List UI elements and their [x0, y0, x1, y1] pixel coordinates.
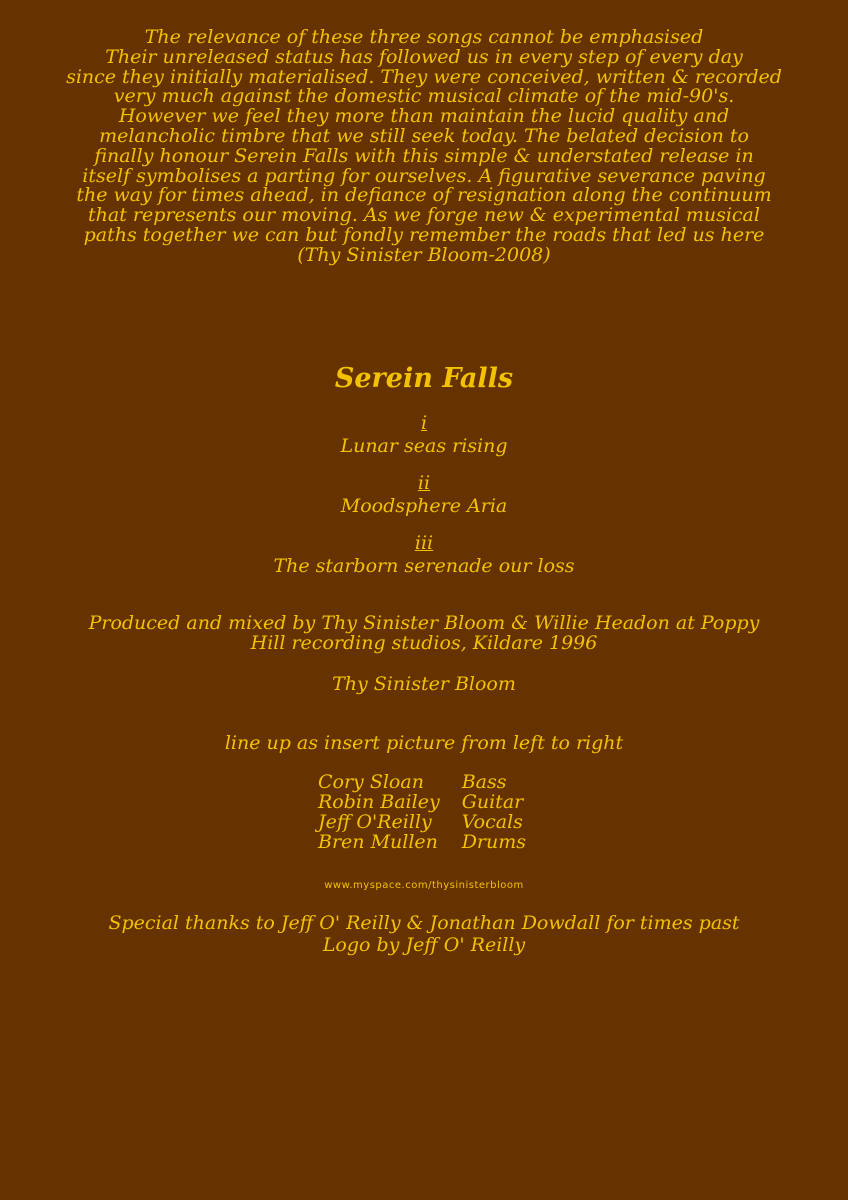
track-number: ii — [417, 472, 431, 494]
intro-line: since they initially materialised. They were conceived, written & recorded — [66, 65, 782, 88]
member-row — [318, 812, 526, 832]
member-name: Cory Sloan — [318, 771, 424, 793]
member-role: Bass — [461, 771, 507, 793]
producer-credit — [0, 613, 848, 653]
track-name: The starborn serenade our loss — [273, 555, 575, 577]
member-role: Drums — [461, 831, 527, 853]
member-row — [318, 792, 526, 812]
intro-line: that represents our moving. As we forge new & experimental musical — [88, 204, 760, 227]
track-item — [0, 532, 848, 578]
member-role: Guitar — [461, 791, 524, 813]
intro-line: The relevance of these three songs cannot be emphasised — [144, 26, 704, 48]
intro-line: finally honour Serein Falls with this simple & understated release in — [94, 144, 754, 167]
intro-line: paths together we can but fondly remember the roads that led us here — [83, 223, 765, 246]
track-number: i — [420, 412, 428, 434]
album-title: Serein Falls — [334, 363, 514, 394]
intro-line: Their unreleased status has followed us in every step of every day — [105, 45, 743, 68]
producer-line: Hill recording studios, Kildare 1996 — [250, 632, 598, 654]
member-name: Robin Bailey — [318, 791, 440, 813]
track-name: Moodsphere Aria — [340, 495, 508, 517]
intro-line: However we feel they more than maintain the lucid quality and — [118, 105, 730, 128]
thanks-line: Special thanks to Jeff O' Reilly & Jonathan Dowdall for times past — [108, 912, 740, 934]
intro-signature: (Thy Sinister Bloom-2008) — [297, 243, 551, 266]
track-name: Lunar seas rising — [340, 435, 508, 457]
intro-line: itself symbolises a parting for ourselves. A figurative severance paving — [82, 164, 766, 187]
intro-line: melancholic timbre that we still seek today. The belated decision to — [99, 124, 749, 147]
intro-line: the way for times ahead, in defiance of resignation along the continuum — [76, 184, 772, 207]
member-name: Jeff O'Reilly — [318, 811, 432, 833]
lineup-heading: line up as insert picture from left to right — [224, 732, 624, 754]
intro-paragraph — [0, 28, 848, 266]
member-row — [318, 772, 526, 792]
website-url: www.myspace.com/thysinisterbloom — [324, 880, 524, 891]
thanks-credit — [0, 912, 848, 956]
track-item — [0, 412, 848, 458]
intro-line: very much against the domestic musical climate of the mid-90's. — [113, 85, 735, 108]
member-name: Bren Mullen — [318, 831, 438, 853]
member-list — [318, 772, 526, 852]
band-name: Thy Sinister Bloom — [332, 673, 516, 695]
track-number: iii — [414, 532, 434, 554]
producer-line: Produced and mixed by Thy Sinister Bloom & Willie Headon at Poppy — [88, 612, 760, 634]
member-row — [318, 832, 526, 852]
member-role: Vocals — [461, 811, 523, 833]
track-item — [0, 472, 848, 518]
logo-credit: Logo by Jeff O' Reilly — [322, 934, 526, 956]
